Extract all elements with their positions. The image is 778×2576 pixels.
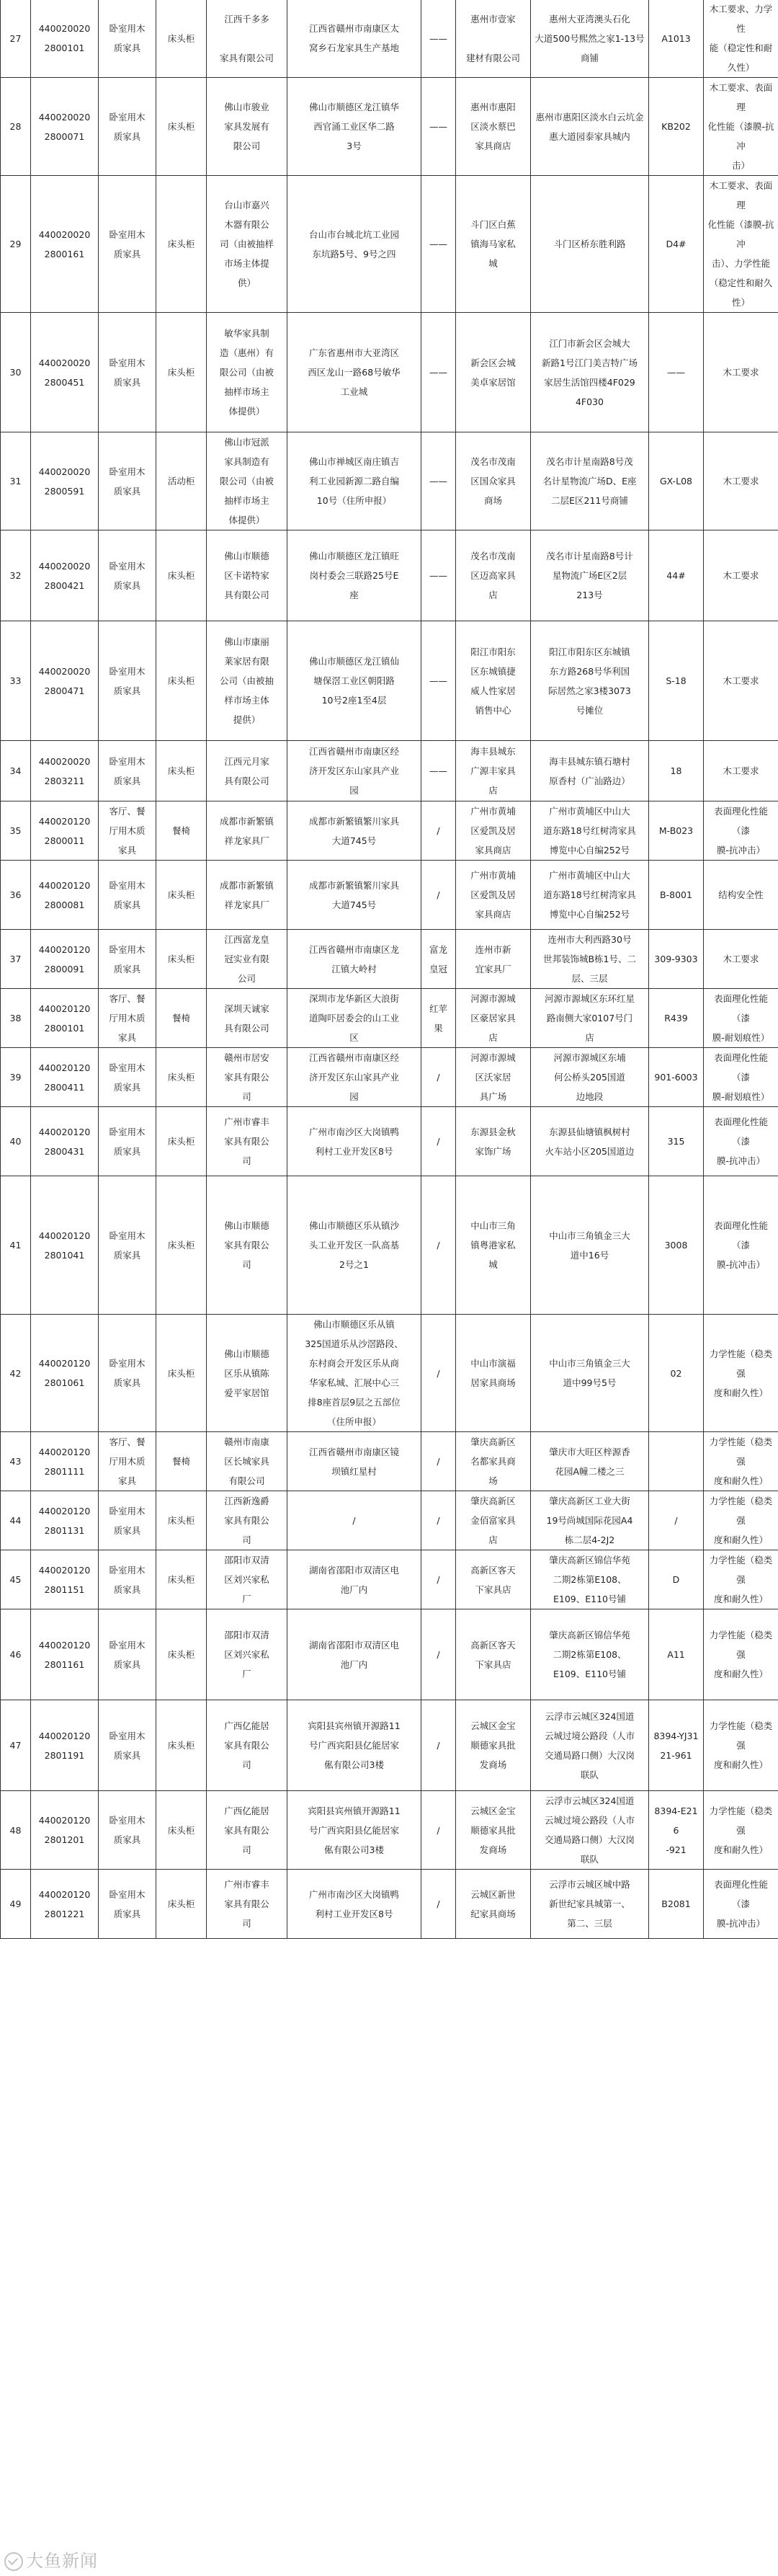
sample-code: 440020120 2800101 xyxy=(31,989,99,1048)
trademark: / xyxy=(421,1791,456,1870)
product-category: 卧室用木 质家具 xyxy=(99,1048,156,1107)
manufacturer-name: 广西亿能居 家具有限公 司 xyxy=(207,1791,287,1870)
product-category: 卧室用木 质家具 xyxy=(99,741,156,801)
product-name: 床头柜 xyxy=(156,313,207,432)
failed-items: 力学性能（稳类强 度和耐久性） xyxy=(704,1315,778,1432)
failed-items: 木工要求、表面理 化性能（漆膜-抗冲 击）、力学性能 （稳定性和耐久 性） xyxy=(704,176,778,313)
manufacturer-name: 佛山市冠派 家具制造有 限公司（由被 抽样市场主 体提供） xyxy=(207,432,287,530)
seller-address: 河源市源城区东埔 何公桥头205国道 边地段 xyxy=(531,1048,649,1107)
logo-icon xyxy=(4,2552,23,2571)
failed-items: 表面理化性能（漆 膜-耐划痕性） xyxy=(704,989,778,1048)
sample-code: 440020120 2801041 xyxy=(31,1176,99,1315)
product-category: 卧室用木 质家具 xyxy=(99,1609,156,1700)
seller-name: 海丰县城东 广源丰家具 店 xyxy=(456,741,531,801)
seller-name: 河源市源城 区豪居家具 店 xyxy=(456,989,531,1048)
trademark: —— xyxy=(421,0,456,78)
seller-name: 惠州市惠阳 区淡水蔡巴 家具商店 xyxy=(456,78,531,176)
trademark: / xyxy=(421,1176,456,1315)
manufacturer-address: 台山市台城北坑工业园 东坑路5号、9号之四 xyxy=(287,176,421,313)
trademark: 红苹 果 xyxy=(421,989,456,1048)
manufacturer-name: 敏华家具制 造（惠州）有 限公司（由被 抽样市场主 体提供） xyxy=(207,313,287,432)
model-spec: 18 xyxy=(649,741,704,801)
seller-address: 云浮市云城区324国道 云城过境公路段（人市 交通局路口侧）大汉岗 联队 xyxy=(531,1700,649,1791)
manufacturer-address: 成都市新繁镇繁川家具 大道745号 xyxy=(287,861,421,930)
seller-address: 惠州市惠阳区淡水白云坑金 惠大道园泰家具城内 xyxy=(531,78,649,176)
sample-code: 440020120 2801191 xyxy=(31,1700,99,1791)
trademark: / xyxy=(421,1107,456,1176)
seller-address: 云浮市云城区城中路 新世纪家具城第一、 第二、三层 xyxy=(531,1870,649,1939)
row-number: 29 xyxy=(1,176,31,313)
trademark: / xyxy=(421,1700,456,1791)
failed-items: 木工要求、力学性 能（稳定性和耐 久性） xyxy=(704,0,778,78)
model-spec: —— xyxy=(649,313,704,432)
table-row xyxy=(1,1048,778,1107)
model-spec: S-18 xyxy=(649,621,704,741)
trademark: / xyxy=(421,1048,456,1107)
product-name: 床头柜 xyxy=(156,78,207,176)
sample-code: 440020120 2800081 xyxy=(31,861,99,930)
watermark xyxy=(4,2546,98,2572)
failed-items: 结构安全性 xyxy=(704,861,778,930)
sample-code: 440020120 2801111 xyxy=(31,1432,99,1491)
model-spec: 02 xyxy=(649,1315,704,1432)
manufacturer-name: 成都市新繁镇 祥龙家具厂 xyxy=(207,801,287,861)
manufacturer-name: 佛山市顺德 区乐从镇陈 爱平家居馆 xyxy=(207,1315,287,1432)
manufacturer-name: 深圳天诚家 具有限公司 xyxy=(207,989,287,1048)
trademark: / xyxy=(421,1870,456,1939)
model-spec: B2081 xyxy=(649,1870,704,1939)
sample-code: 440020120 2801221 xyxy=(31,1870,99,1939)
manufacturer-name: 佛山市顺德 区卡诺特家 具有限公司 xyxy=(207,530,287,621)
manufacturer-address: 江西省赣州市南康区太 窝乡石龙家具生产基地 xyxy=(287,0,421,78)
table-row xyxy=(1,1791,778,1870)
failed-items: 表面理化性能（漆 膜-抗冲击） xyxy=(704,1870,778,1939)
row-number: 39 xyxy=(1,1048,31,1107)
trademark: / xyxy=(421,1432,456,1491)
sample-code: 440020120 2800011 xyxy=(31,801,99,861)
manufacturer-address: 佛山市顺德区龙江镇旺 岗村委会三联路25号E 座 xyxy=(287,530,421,621)
manufacturer-address: 广州市南沙区大岗镇鸭 利村工业开发区8号 xyxy=(287,1107,421,1176)
model-spec: B-8001 xyxy=(649,861,704,930)
model-spec: / xyxy=(649,1491,704,1550)
row-number: 38 xyxy=(1,989,31,1048)
failed-items: 木工要求 xyxy=(704,530,778,621)
seller-name: 新会区会城 美卓家居馆 xyxy=(456,313,531,432)
sample-code: 440020120 2801161 xyxy=(31,1609,99,1700)
table-row xyxy=(1,741,778,801)
product-category: 卧室用木 质家具 xyxy=(99,1791,156,1870)
seller-address: 茂名市计星南路8号茂 名计星物流广场D、E座 二层E区211号商铺 xyxy=(531,432,649,530)
model-spec: 44# xyxy=(649,530,704,621)
product-category: 卧室用木 质家具 xyxy=(99,1700,156,1791)
row-number: 41 xyxy=(1,1176,31,1315)
failed-items: 木工要求 xyxy=(704,313,778,432)
seller-name: 中山市三角 镇粤港家私 城 xyxy=(456,1176,531,1315)
row-number: 28 xyxy=(1,78,31,176)
row-number: 35 xyxy=(1,801,31,861)
table-row xyxy=(1,1315,778,1432)
trademark: / xyxy=(421,1491,456,1550)
product-name: 床头柜 xyxy=(156,1609,207,1700)
trademark: / xyxy=(421,801,456,861)
sample-code: 440020120 2801201 xyxy=(31,1791,99,1870)
model-spec: 8394-E216 -921 xyxy=(649,1791,704,1870)
failed-items: 木工要求 xyxy=(704,930,778,989)
product-category: 卧室用木 质家具 xyxy=(99,621,156,741)
seller-name: 东源县金秋 家饰广场 xyxy=(456,1107,531,1176)
seller-address: 茂名市计星南路8号计 星物流广场E区2层 213号 xyxy=(531,530,649,621)
seller-address: 广州市黄埔区中山大 道东路18号红树湾家具 博览中心自编252号 xyxy=(531,861,649,930)
failed-items: 力学性能（稳类强 度和耐久性） xyxy=(704,1550,778,1609)
manufacturer-address: / xyxy=(287,1491,421,1550)
manufacturer-name: 邵阳市双清 区刘兴家私 厂 xyxy=(207,1609,287,1700)
trademark: —— xyxy=(421,741,456,801)
failed-items: 木工要求 xyxy=(704,621,778,741)
seller-address: 肇庆高新区工业大街 19号尚城国际花园A4 栋二层4-2J2 xyxy=(531,1491,649,1550)
sample-code: 440020020 2800071 xyxy=(31,78,99,176)
row-number: 47 xyxy=(1,1700,31,1791)
manufacturer-name: 广州市睿丰 家具有限公 司 xyxy=(207,1107,287,1176)
trademark: —— xyxy=(421,530,456,621)
sample-code: 440020020 2800421 xyxy=(31,530,99,621)
row-number: 36 xyxy=(1,861,31,930)
seller-address: 肇庆高新区锦信华苑 二期2栋第E108、 E109、E110号铺 xyxy=(531,1550,649,1609)
model-spec: M-B023 xyxy=(649,801,704,861)
sample-code: 440020020 2803211 xyxy=(31,741,99,801)
manufacturer-name: 广州市睿丰 家具有限公 司 xyxy=(207,1870,287,1939)
trademark: 富龙 皇冠 xyxy=(421,930,456,989)
manufacturer-address: 宾阳县宾州镇开源路11 号广西宾阳县亿能居家 俬有限公司3楼 xyxy=(287,1700,421,1791)
seller-name: 惠州市壹家 建材有限公司 xyxy=(456,0,531,78)
seller-address: 海丰县城东镇石塘村 原香村（广汕路边） xyxy=(531,741,649,801)
table-row xyxy=(1,1550,778,1609)
product-name: 床头柜 xyxy=(156,1107,207,1176)
seller-address: 中山市三角镇金三大 道中16号 xyxy=(531,1176,649,1315)
manufacturer-name: 邵阳市双清 区刘兴家私 厂 xyxy=(207,1550,287,1609)
row-number: 27 xyxy=(1,0,31,78)
failed-items: 木工要求 xyxy=(704,741,778,801)
table-row xyxy=(1,1491,778,1550)
failed-items: 表面理化性能（漆 膜-耐划痕性） xyxy=(704,1048,778,1107)
manufacturer-address: 佛山市顺德区乐从镇 325国道乐从沙滘路段、 东村商会开发区乐从商 华家私城、汇展中心三 排8座首层9层之五部位 （住所申报） xyxy=(287,1315,421,1432)
row-number: 48 xyxy=(1,1791,31,1870)
product-name: 床头柜 xyxy=(156,1700,207,1791)
row-number: 46 xyxy=(1,1609,31,1700)
product-name: 床头柜 xyxy=(156,930,207,989)
row-number: 45 xyxy=(1,1550,31,1609)
sample-code: 440020120 2800091 xyxy=(31,930,99,989)
sample-code: 440020120 2800411 xyxy=(31,1048,99,1107)
product-name: 床头柜 xyxy=(156,530,207,621)
product-name: 活动柜 xyxy=(156,432,207,530)
product-category: 卧室用木 质家具 xyxy=(99,176,156,313)
manufacturer-address: 江西省赣州市南康区经 济开发区东山家具产业 园 xyxy=(287,741,421,801)
product-category: 卧室用木 质家具 xyxy=(99,0,156,78)
table-row xyxy=(1,313,778,432)
product-category: 卧室用木 质家具 xyxy=(99,1107,156,1176)
sample-code: 440020020 2800451 xyxy=(31,313,99,432)
product-name: 床头柜 xyxy=(156,1048,207,1107)
table-row xyxy=(1,1432,778,1491)
model-spec: A1013 xyxy=(649,0,704,78)
row-number: 49 xyxy=(1,1870,31,1939)
manufacturer-address: 广州市南沙区大岗镇鸭 利村工业开发区8号 xyxy=(287,1870,421,1939)
row-number: 43 xyxy=(1,1432,31,1491)
trademark: / xyxy=(421,861,456,930)
sample-code: 440020020 2800471 xyxy=(31,621,99,741)
table-row xyxy=(1,0,778,78)
seller-address: 江门市新会区会城大 新路1号江门美吉特广场 家居生活馆四楼4F029 4F030 xyxy=(531,313,649,432)
table-row xyxy=(1,1700,778,1791)
table-row xyxy=(1,1176,778,1315)
trademark: / xyxy=(421,1609,456,1700)
manufacturer-address: 广东省惠州市大亚湾区 西区龙山一路68号敏华 工业城 xyxy=(287,313,421,432)
failed-items: 力学性能（稳类强 度和耐久性） xyxy=(704,1791,778,1870)
failed-items: 力学性能（稳类强 度和耐久性） xyxy=(704,1700,778,1791)
manufacturer-name: 江西新逸爵 家具有限公 司 xyxy=(207,1491,287,1550)
seller-address: 广州市黄埔区中山大 道东路18号红树湾家具 博览中心自编252号 xyxy=(531,801,649,861)
manufacturer-name: 江西富龙皇 冠实业有限 公司 xyxy=(207,930,287,989)
manufacturer-name: 赣州市南康 区长城家具 有限公司 xyxy=(207,1432,287,1491)
table-row xyxy=(1,1609,778,1700)
manufacturer-address: 湖南省邵阳市双清区电 池厂内 xyxy=(287,1550,421,1609)
product-category: 客厅、餐 厅用木质 家具 xyxy=(99,801,156,861)
manufacturer-name: 赣州市居安 家具有限公 司 xyxy=(207,1048,287,1107)
seller-name: 肇庆高新区 名都家具商 场 xyxy=(456,1432,531,1491)
row-number: 31 xyxy=(1,432,31,530)
table-row xyxy=(1,861,778,930)
seller-address: 惠州大亚湾澳头石化 大道500号熙然之家1-13号商铺 xyxy=(531,0,649,78)
model-spec: D xyxy=(649,1550,704,1609)
failed-items: 力学性能（稳类强 度和耐久性） xyxy=(704,1432,778,1491)
product-category: 客厅、餐 厅用木质 家具 xyxy=(99,1432,156,1491)
trademark: —— xyxy=(421,313,456,432)
sample-code: 440020120 2800431 xyxy=(31,1107,99,1176)
seller-address: 阳江市阳东区东城镇 东方路268号华利国 际居然之家3楼3073 号摊位 xyxy=(531,621,649,741)
manufacturer-address: 江西省赣州市南康区龙 江镇大岭村 xyxy=(287,930,421,989)
product-name: 餐椅 xyxy=(156,989,207,1048)
seller-address: 肇庆高新区锦信华苑 二期2栋第E108、 E109、E110号铺 xyxy=(531,1609,649,1700)
failed-items: 力学性能（稳类强 度和耐久性） xyxy=(704,1491,778,1550)
product-name: 床头柜 xyxy=(156,861,207,930)
trademark: —— xyxy=(421,78,456,176)
product-name: 床头柜 xyxy=(156,621,207,741)
row-number: 32 xyxy=(1,530,31,621)
seller-address: 中山市三角镇金三大 道中99号5号 xyxy=(531,1315,649,1432)
model-spec xyxy=(649,1432,704,1491)
model-spec: D4# xyxy=(649,176,704,313)
seller-name: 云城区金宝 顺德家具批 发商场 xyxy=(456,1791,531,1870)
product-name: 床头柜 xyxy=(156,1791,207,1870)
seller-name: 阳江市阳东 区东城镇捷 威人性家居 销售中心 xyxy=(456,621,531,741)
sample-code: 440020020 2800101 xyxy=(31,0,99,78)
seller-address: 斗门区桥东胜利路 xyxy=(531,176,649,313)
model-spec: 901-6003 xyxy=(649,1048,704,1107)
product-category: 卧室用木 质家具 xyxy=(99,432,156,530)
table-row xyxy=(1,621,778,741)
table-row xyxy=(1,989,778,1048)
model-spec: KB202 xyxy=(649,78,704,176)
seller-address: 东源县仙塘镇枫树村 火车站小区205国道边 xyxy=(531,1107,649,1176)
product-name: 床头柜 xyxy=(156,1870,207,1939)
table-row xyxy=(1,530,778,621)
sample-code: 440020020 2800591 xyxy=(31,432,99,530)
manufacturer-name: 佛山市康丽 莱家居有限 公司（由被抽 样市场主体 提供） xyxy=(207,621,287,741)
product-name: 床头柜 xyxy=(156,741,207,801)
seller-address: 云浮市云城区324国道 云城过境公路段（人市 交通局路口侧）大汉岗 联队 xyxy=(531,1791,649,1870)
seller-name: 肇庆高新区 金佰富家具 店 xyxy=(456,1491,531,1550)
failed-items: 木工要求、表面理 化性能（漆膜-抗冲 击） xyxy=(704,78,778,176)
product-category: 卧室用木 质家具 xyxy=(99,530,156,621)
product-name: 床头柜 xyxy=(156,1491,207,1550)
seller-name: 广州市黄埔 区爱凯及居 家具商店 xyxy=(456,861,531,930)
trademark: —— xyxy=(421,432,456,530)
manufacturer-address: 佛山市顺德区龙江镇华 西官涌工业区华二路 3号 xyxy=(287,78,421,176)
seller-name: 云城区金宝 顺德家具批 发商场 xyxy=(456,1700,531,1791)
manufacturer-name: 江西元月家 具有限公司 xyxy=(207,741,287,801)
product-name: 餐椅 xyxy=(156,801,207,861)
sample-code: 440020120 2801061 xyxy=(31,1315,99,1432)
failed-items: 木工要求 xyxy=(704,432,778,530)
seller-name: 连州市新 宜家具厂 xyxy=(456,930,531,989)
seller-address: 肇庆市大旺区梓源香 花园A幢二楼之三 xyxy=(531,1432,649,1491)
product-category: 卧室用木 质家具 xyxy=(99,1315,156,1432)
row-number: 33 xyxy=(1,621,31,741)
product-category: 卧室用木 质家具 xyxy=(99,861,156,930)
manufacturer-name: 台山市嘉兴 木器有限公 司（由被抽样 市场主体提 供） xyxy=(207,176,287,313)
product-category: 客厅、餐 厅用木质 家具 xyxy=(99,989,156,1048)
trademark: —— xyxy=(421,176,456,313)
manufacturer-address: 深圳市龙华新区大浪街 道陶吓居委会的山工业 区 xyxy=(287,989,421,1048)
table-row xyxy=(1,432,778,530)
product-category: 卧室用木 质家具 xyxy=(99,1491,156,1550)
failed-items: 表面理化性能（漆 膜-抗冲击） xyxy=(704,1176,778,1315)
row-number: 40 xyxy=(1,1107,31,1176)
manufacturer-name: 广西亿能居 家具有限公 司 xyxy=(207,1700,287,1791)
row-number: 34 xyxy=(1,741,31,801)
product-name: 床头柜 xyxy=(156,0,207,78)
manufacturer-name: 佛山市骏业 家具发展有 限公司 xyxy=(207,78,287,176)
seller-name: 高新区客天 下家具店 xyxy=(456,1609,531,1700)
product-category: 卧室用木 质家具 xyxy=(99,1550,156,1609)
manufacturer-name: 佛山市顺德 家具有限公 司 xyxy=(207,1176,287,1315)
product-name: 床头柜 xyxy=(156,1315,207,1432)
product-category: 卧室用木 质家具 xyxy=(99,930,156,989)
manufacturer-address: 江西省赣州市南康区经 济开发区东山家具产业 园 xyxy=(287,1048,421,1107)
seller-name: 斗门区白蕉 镇海马家私 城 xyxy=(456,176,531,313)
model-spec: 3008 xyxy=(649,1176,704,1315)
row-number: 42 xyxy=(1,1315,31,1432)
manufacturer-name: 江西千多多 家具有限公司 xyxy=(207,0,287,78)
sample-code: 440020020 2800161 xyxy=(31,176,99,313)
row-number: 30 xyxy=(1,313,31,432)
manufacturer-name: 成都市新繁镇 祥龙家具厂 xyxy=(207,861,287,930)
product-category: 卧室用木 质家具 xyxy=(99,78,156,176)
seller-name: 中山市演福 居家具商场 xyxy=(456,1315,531,1432)
table-row xyxy=(1,930,778,989)
seller-name: 河源市源城 区沃家居 具广场 xyxy=(456,1048,531,1107)
table-row xyxy=(1,801,778,861)
seller-name: 广州市黄埔 区爱凯及居 家具商店 xyxy=(456,801,531,861)
seller-address: 连州市大利西路30号 世邦装饰城B栋1号、二 层、三层 xyxy=(531,930,649,989)
trademark: —— xyxy=(421,621,456,741)
manufacturer-address: 江西省赣州市南康区镜 坝镇红星村 xyxy=(287,1432,421,1491)
product-name: 床头柜 xyxy=(156,1550,207,1609)
table-row xyxy=(1,176,778,313)
trademark: / xyxy=(421,1550,456,1609)
sample-code: 440020120 2801131 xyxy=(31,1491,99,1550)
watermark-text: 大鱼新闻 xyxy=(26,2551,98,2571)
table-row xyxy=(1,1107,778,1176)
seller-address: 河源市源城区东环红星 路南侧大家0107号门 店 xyxy=(531,989,649,1048)
failed-items: 力学性能（稳类强 度和耐久性） xyxy=(704,1609,778,1700)
manufacturer-address: 佛山市顺德区乐从镇沙 头工业开发区一队高基 2号之1 xyxy=(287,1176,421,1315)
product-category: 卧室用木 质家具 xyxy=(99,1870,156,1939)
manufacturer-address: 成都市新繁镇繁川家具 大道745号 xyxy=(287,801,421,861)
model-spec: 315 xyxy=(649,1107,704,1176)
manufacturer-address: 宾阳县宾州镇开源路11 号广西宾阳县亿能居家 俬有限公司3楼 xyxy=(287,1791,421,1870)
trademark: / xyxy=(421,1315,456,1432)
sample-code: 440020120 2801151 xyxy=(31,1550,99,1609)
model-spec: GX-L08 xyxy=(649,432,704,530)
product-category: 卧室用木 质家具 xyxy=(99,313,156,432)
seller-name: 茂名市茂南 区迈高家具 店 xyxy=(456,530,531,621)
row-number: 37 xyxy=(1,930,31,989)
model-spec: R439 xyxy=(649,989,704,1048)
row-number: 44 xyxy=(1,1491,31,1550)
product-name: 床头柜 xyxy=(156,1176,207,1315)
seller-name: 云城区新世 纪家具商场 xyxy=(456,1870,531,1939)
failed-items: 表面理化性能（漆 膜-抗冲击） xyxy=(704,1107,778,1176)
table-row xyxy=(1,78,778,176)
manufacturer-address: 湖南省邵阳市双清区电 池厂内 xyxy=(287,1609,421,1700)
product-category: 卧室用木 质家具 xyxy=(99,1176,156,1315)
model-spec: 309-9303 xyxy=(649,930,704,989)
model-spec: A11 xyxy=(649,1609,704,1700)
failed-items: 表面理化性能（漆 膜-抗冲击） xyxy=(704,801,778,861)
manufacturer-address: 佛山市顺德区龙江镇仙 塘保滘工业区朝阳路 10号2座1至4层 xyxy=(287,621,421,741)
manufacturer-address: 佛山市禅城区南庄镇吉 利工业园新源二路自编 10号（住所申报） xyxy=(287,432,421,530)
seller-name: 茂名市茂南 区国众家具 商场 xyxy=(456,432,531,530)
product-name: 床头柜 xyxy=(156,176,207,313)
model-spec: 8394-YJ31 21-961 xyxy=(649,1700,704,1791)
table-row xyxy=(1,1870,778,1939)
seller-name: 高新区客天 下家具店 xyxy=(456,1550,531,1609)
product-name: 餐椅 xyxy=(156,1432,207,1491)
